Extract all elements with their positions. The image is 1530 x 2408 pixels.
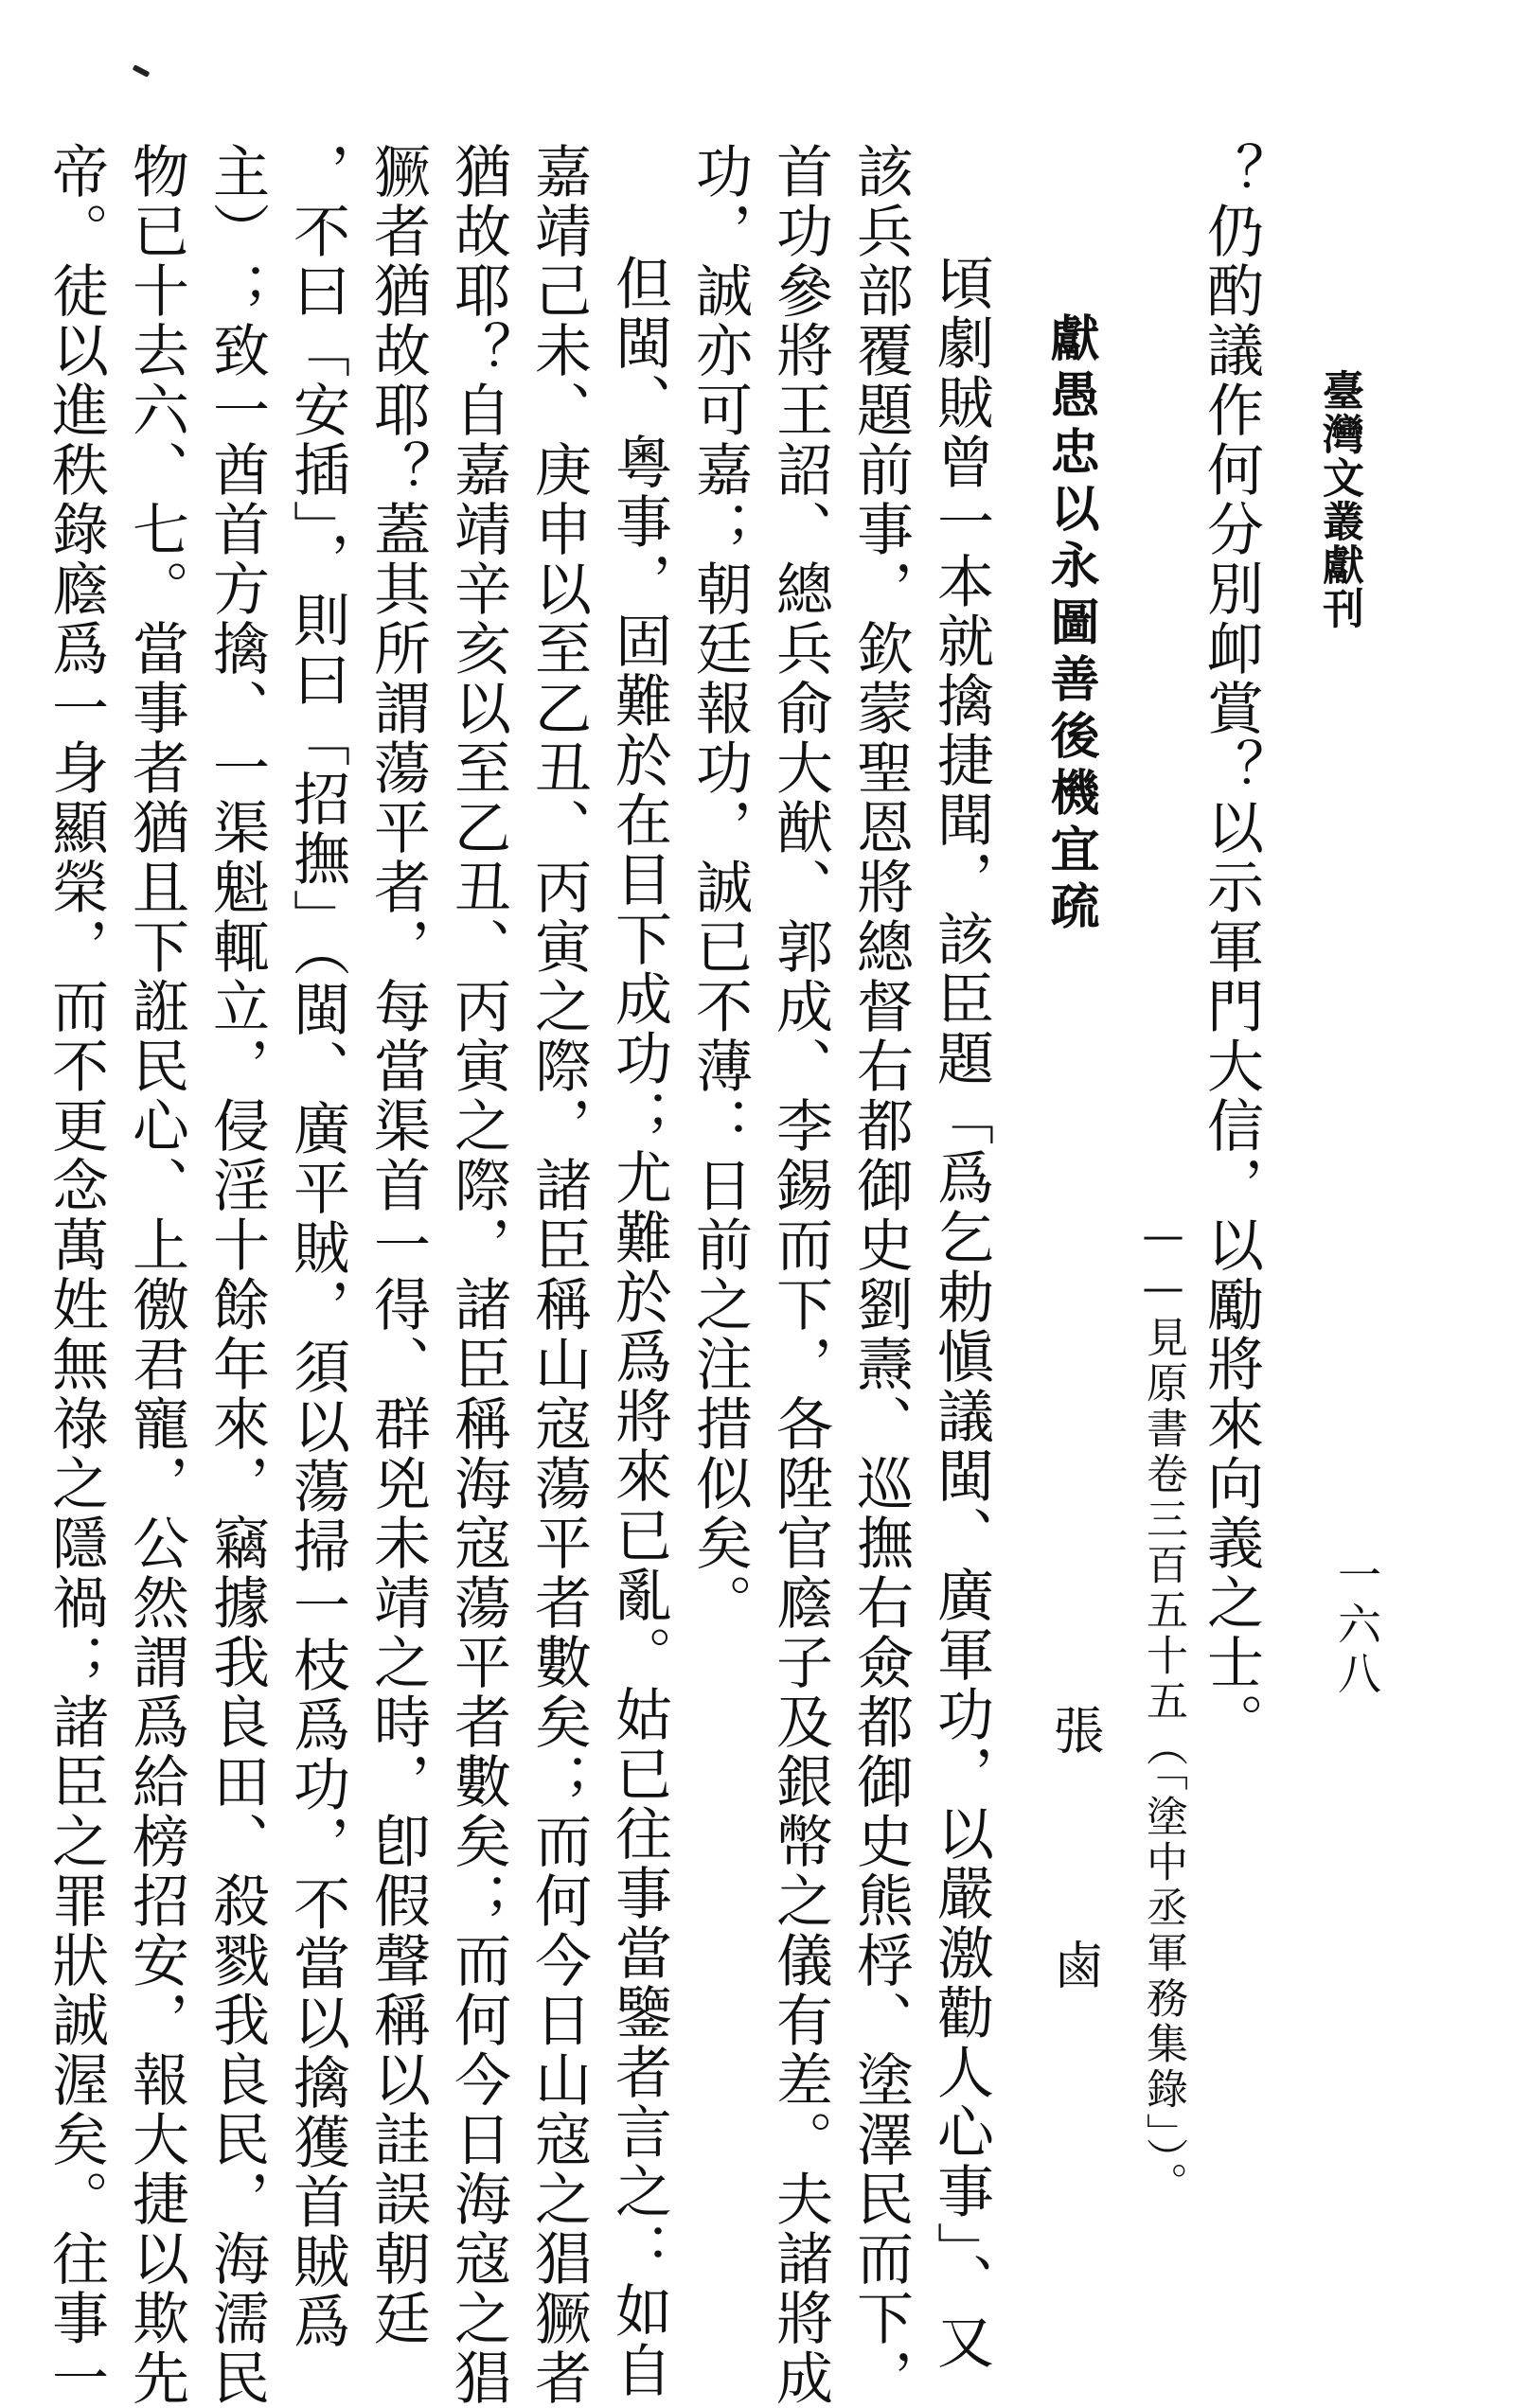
source-note: ——見原書卷三百五十五（「塗中丞軍務集錄」）。	[1139, 1212, 1187, 2207]
body-line: 獗者猶故耶？蓋其所謂蕩平者，每當渠首一得、群兇未靖之時，卽假聲稱以詿誤朝廷	[365, 142, 431, 2348]
body-line: 嘉靖己未、庚申以至乙丑、丙寅之際，諸臣稱山寇蕩平者數矣；而何今日山寇之猖獗者	[525, 142, 592, 2408]
body-line: 但閩、粵事，固難於在目下成功；尤難於爲將來已亂。姑已往事當鑒者言之：如自	[606, 254, 672, 2400]
body-line: 主）；致一酋首方擒、一渠魁輒立，侵淫十餘年來，竊據我良田、殺戮我良民，海濡民	[204, 142, 270, 2408]
document-title: 獻愚忠以永圖善後機宜疏	[1041, 312, 1099, 937]
body-line: ，不曰「安插」，則曰「招撫」（閩、廣平賊，須以蕩掃一枝爲功，不當以擒獲首賊爲	[284, 142, 350, 2351]
body-line: 物已十去六、七。當事者猶且下誑民心、上徼君寵，公然謂爲給榜招安，報大捷以欺先	[123, 142, 189, 2408]
body-line: 猶故耶？自嘉靖辛亥以至乙丑、丙寅之際，諸臣稱海寇蕩平者數矣；而何今日海寇之猖	[445, 142, 511, 2408]
document-author: 張 鹵	[1045, 1704, 1105, 2056]
page-number: 一六八	[1331, 1552, 1382, 1700]
body-line: 首功參將王詔、總兵俞大猷、郭成、李錫而下，各陞官廕子及銀幣之儀有差。夫諸將成	[767, 142, 833, 2408]
body-line: 頃劇賊曾一本就擒捷聞，該臣題「爲乞勅愼議閩、廣軍功，以嚴激勸人心事」、又	[928, 254, 994, 2372]
previous-text-line: ？仍酌議作何分別卹賞？以示軍門大信，以勵將來向義之士。	[1198, 142, 1264, 1752]
body-line: 該兵部覆題前事，欽蒙聖恩將總督右都御史劉燾、巡撫右僉都御史熊桴、塗澤民而下，	[847, 142, 914, 2408]
ink-speck	[133, 64, 151, 78]
running-header-title: 臺灣文叢獻刊	[1315, 369, 1363, 630]
body-line: 帝。徒以進秩錄廕爲一身顯榮，而不更念萬姓無祿之隱禍；諸臣之罪狀誠渥矣。往事一	[43, 142, 109, 2408]
body-line: 功，誠亦可嘉；朝廷報功，誠已不薄：日前之注措似矣。	[686, 142, 753, 1633]
